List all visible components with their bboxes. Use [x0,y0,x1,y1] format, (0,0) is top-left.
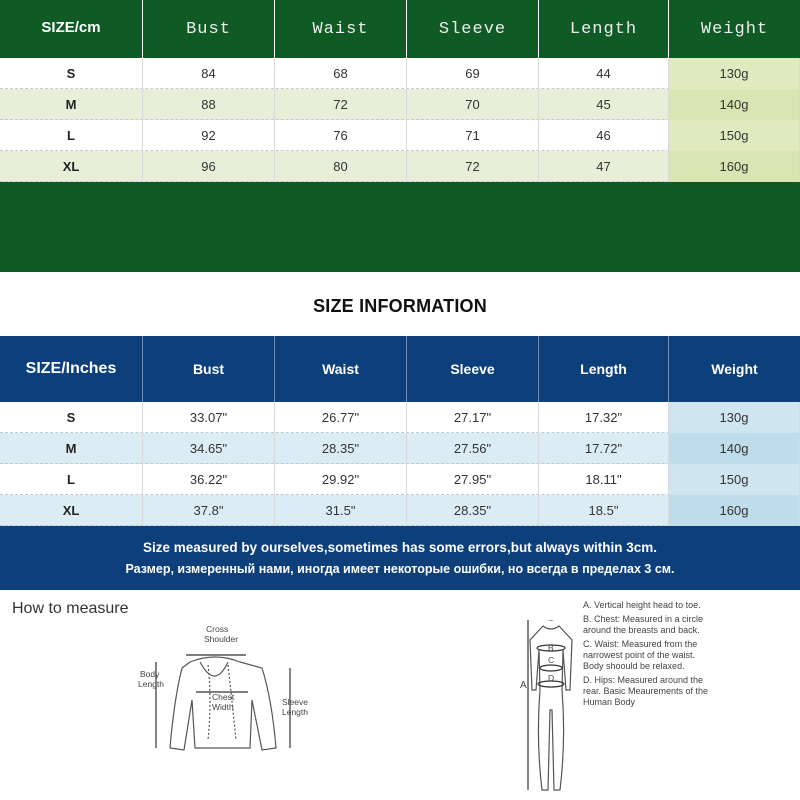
body-marker-b: B [548,643,554,653]
cell-weight: 160g [669,151,800,182]
note-russian: Размер, измеренный нами, иногда имеет некоторые ошибки, но всегда в пределах 3 см. [125,562,675,576]
cell-size: XL [0,495,143,526]
cell-waist: 76 [275,120,407,151]
cell-weight: 130g [669,58,800,89]
cell-length: 44 [539,58,669,89]
cell-waist: 72 [275,89,407,120]
cell-sleeve: 70 [407,89,539,120]
cell-bust: 33.07" [143,402,275,433]
cm-table-header [0,0,800,58]
table-row [0,120,800,151]
body-marker-d: D [548,673,555,683]
cell-waist: 26.77" [275,402,407,433]
cell-waist: 80 [275,151,407,182]
label-sleeve-length: Length [282,707,308,717]
cell-bust: 96 [143,151,275,182]
label-sleeve: Sleeve [282,697,308,707]
cell-size: M [0,89,143,120]
note-english: Size measured by ourselves,sometimes has some errors,but always within 3cm. [143,540,657,555]
cm-header-sleeve: Sleeve [407,0,539,58]
inch-table-header [0,336,800,402]
cell-weight: 140g [669,433,800,464]
measurement-note [0,526,800,590]
cell-bust: 92 [143,120,275,151]
cm-table-body [0,58,800,182]
cell-length: 47 [539,151,669,182]
size-information-title: SIZE INFORMATION [313,296,487,316]
cell-size: XL [0,151,143,182]
label-body-length: Length [138,679,164,689]
cell-bust: 84 [143,58,275,89]
cell-size: S [0,402,143,433]
cell-sleeve: 27.95" [407,464,539,495]
cell-weight: 140g [669,89,800,120]
cm-size-table [0,0,800,272]
cell-size: M [0,433,143,464]
cell-waist: 68 [275,58,407,89]
cm-header-waist: Waist [275,0,407,58]
cell-length: 46 [539,120,669,151]
cell-sleeve: 72 [407,151,539,182]
inch-header-weight: Weight [711,361,758,377]
inch-header-bust: Bust [143,336,275,402]
cell-waist: 29.92" [275,464,407,495]
cell-bust: 37.8" [143,495,275,526]
table-row [0,433,800,464]
inch-header-sleeve: Sleeve [407,336,539,402]
body-marker-a: A [520,680,527,691]
cell-size: S [0,58,143,89]
cm-header-bust: Bust [143,0,275,58]
legend-item-c: C. Waist: Measured from the narrowest point of the waist. Body shoould be relaxed. [583,639,698,671]
inch-header-waist: Waist [275,336,407,402]
table-row [0,151,800,182]
cell-weight: 130g [669,402,800,433]
cell-sleeve: 27.17" [407,402,539,433]
cell-weight: 150g [669,464,800,495]
table-row [0,58,800,89]
label-shoulder: Shoulder [204,634,239,644]
cell-bust: 88 [143,89,275,120]
cm-header-length: Length [539,0,669,58]
label-width: Width [212,702,234,712]
cell-waist: 31.5" [275,495,407,526]
legend-item-d: D. Hips: Measured around the rear. Basic Meaurements of the Human Body [583,675,709,707]
cell-sleeve: 28.35" [407,495,539,526]
cell-weight: 150g [669,120,800,151]
how-to-measure-heading: How to measure [12,600,129,617]
body-marker-c: C [548,655,555,665]
cell-size: L [0,120,143,151]
table-row [0,464,800,495]
table-row [0,495,800,526]
legend-item-a: A. Vertical height head to toe. [583,600,701,610]
table-row [0,89,800,120]
cell-length: 18.11" [539,464,669,495]
cm-header-weight: Weight [700,19,769,39]
cell-length: 17.32" [539,402,669,433]
legend-item-b: B. Chest: Measured in a circle around the breasts and back. [583,614,704,635]
cell-length: 17.72" [539,433,669,464]
cm-header-size: SIZE/cm [0,0,143,58]
measurement-legend [583,600,713,711]
inch-header-size: SIZE/Inches [0,336,143,402]
cell-size: L [0,464,143,495]
cell-sleeve: 27.56" [407,433,539,464]
cell-bust: 34.65" [143,433,275,464]
cell-length: 18.5" [539,495,669,526]
inch-table-body [0,402,800,526]
cell-weight: 160g [669,495,800,526]
inch-header-length: Length [539,336,669,402]
cell-bust: 36.22" [143,464,275,495]
label-cross: Cross [206,624,229,634]
label-chest: Chest [212,692,235,702]
cell-sleeve: 69 [407,58,539,89]
cell-length: 45 [539,89,669,120]
cell-sleeve: 71 [407,120,539,151]
table-row [0,402,800,433]
label-body: Body [140,669,160,679]
cell-waist: 28.35" [275,433,407,464]
